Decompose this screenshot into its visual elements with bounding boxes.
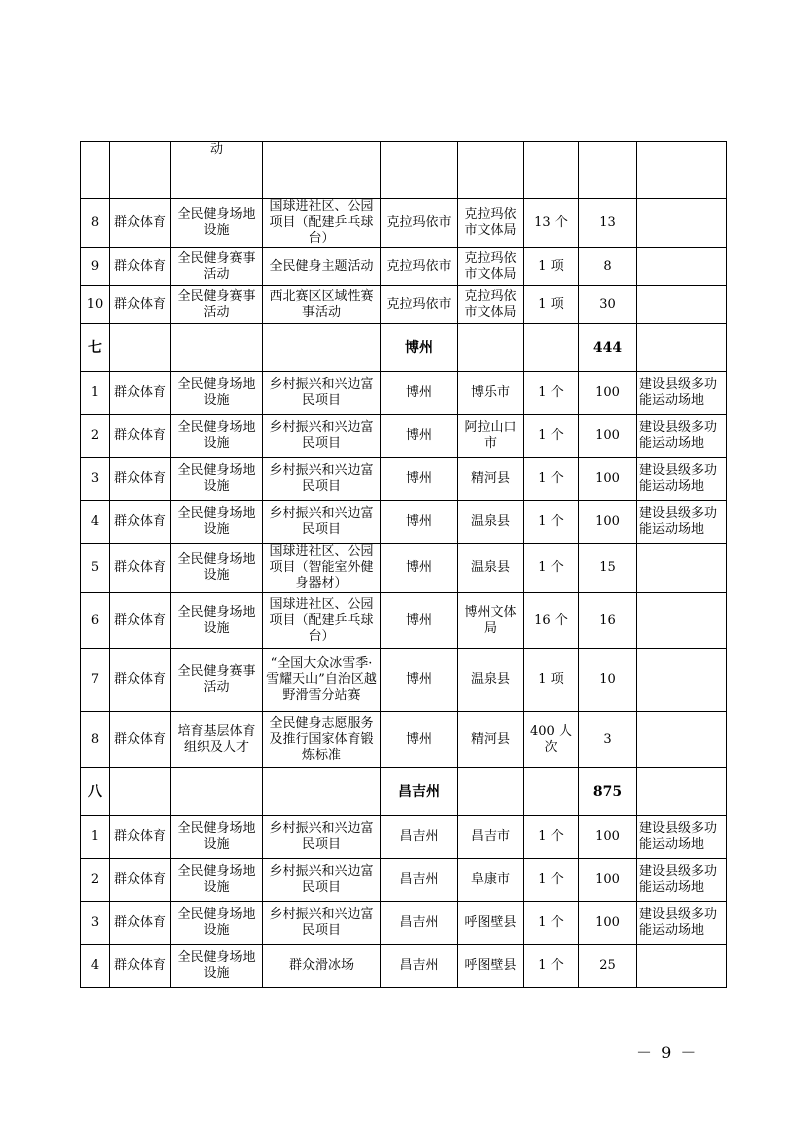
table-body [81, 142, 727, 988]
remark-cell [637, 199, 727, 248]
implementer-cell: 阿拉山口市 [458, 415, 524, 458]
remark-cell [637, 945, 727, 988]
quantity-cell: 13 个 [524, 199, 579, 248]
region-cell: 博州 [381, 649, 458, 712]
region-cell: 昌吉州 [381, 768, 458, 816]
implementer-cell [458, 142, 524, 199]
remark-cell [637, 712, 727, 768]
project-name-cell: 乡村振兴和兴边富民项目 [263, 372, 381, 415]
implementer-cell: 温泉县 [458, 501, 524, 544]
amount-cell: 16 [579, 593, 637, 649]
project-name-cell [263, 768, 381, 816]
quantity-cell: 1 个 [524, 458, 579, 501]
region-cell: 昌吉州 [381, 859, 458, 902]
region-cell: 博州 [381, 712, 458, 768]
region-cell: 昌吉州 [381, 902, 458, 945]
implementer-cell: 昌吉市 [458, 816, 524, 859]
project-type-cell: 全民健身场地设施 [171, 859, 263, 902]
seq-no-cell [81, 142, 110, 199]
implementer-cell: 温泉县 [458, 544, 524, 593]
category-cell [110, 324, 171, 372]
implementer-cell [458, 768, 524, 816]
project-type-cell: 全民健身场地设施 [171, 415, 263, 458]
region-cell: 博州 [381, 372, 458, 415]
seq-no-cell: 2 [81, 415, 110, 458]
project-name-cell: 国球进社区、公园项目（智能室外健身器材） [263, 544, 381, 593]
project-name-cell [263, 142, 381, 199]
seq-no-cell: 5 [81, 544, 110, 593]
category-cell: 群众体育 [110, 199, 171, 248]
implementer-cell: 阜康市 [458, 859, 524, 902]
remark-cell: 建设县级多功能运动场地 [637, 902, 727, 945]
amount-cell: 100 [579, 902, 637, 945]
remark-cell: 建设县级多功能运动场地 [637, 816, 727, 859]
table-row [81, 593, 727, 649]
project-type-cell: 全民健身赛事活动 [171, 286, 263, 324]
table-row [81, 501, 727, 544]
quantity-cell: 1 项 [524, 248, 579, 286]
table-row [81, 544, 727, 593]
table-row [81, 945, 727, 988]
implementer-cell: 精河县 [458, 712, 524, 768]
region-cell: 克拉玛依市 [381, 199, 458, 248]
project-name-cell: 群众滑冰场 [263, 945, 381, 988]
project-name-cell: 国球进社区、公园项目（配建乒乓球台） [263, 593, 381, 649]
implementer-cell: 克拉玛依市文体局 [458, 199, 524, 248]
implementer-cell: 呼图壁县 [458, 945, 524, 988]
table-row [81, 372, 727, 415]
amount-cell: 13 [579, 199, 637, 248]
remark-cell [637, 649, 727, 712]
seq-no-cell: 8 [81, 199, 110, 248]
remark-cell [637, 593, 727, 649]
seq-no-cell: 8 [81, 712, 110, 768]
project-type-cell: 全民健身赛事活动 [171, 248, 263, 286]
project-type-cell: 动 [171, 142, 263, 199]
region-cell: 克拉玛依市 [381, 286, 458, 324]
amount-cell: 30 [579, 286, 637, 324]
table-row [81, 712, 727, 768]
amount-cell: 100 [579, 816, 637, 859]
seq-no-cell: 9 [81, 248, 110, 286]
amount-cell: 444 [579, 324, 637, 372]
project-type-cell: 全民健身场地设施 [171, 372, 263, 415]
implementer-cell: 博州文体局 [458, 593, 524, 649]
project-type-cell: 全民健身场地设施 [171, 593, 263, 649]
group-row [81, 768, 727, 816]
table-row [81, 415, 727, 458]
project-type-cell: 全民健身场地设施 [171, 458, 263, 501]
table-row [81, 199, 727, 248]
table-row [81, 248, 727, 286]
region-cell: 博州 [381, 501, 458, 544]
remark-cell [637, 248, 727, 286]
project-name-cell: 全民健身主题活动 [263, 248, 381, 286]
project-type-cell: 全民健身场地设施 [171, 199, 263, 248]
quantity-cell: 1 个 [524, 945, 579, 988]
category-cell: 群众体育 [110, 501, 171, 544]
category-cell: 群众体育 [110, 593, 171, 649]
amount-cell: 100 [579, 458, 637, 501]
project-type-cell: 全民健身场地设施 [171, 544, 263, 593]
quantity-cell [524, 768, 579, 816]
project-type-cell [171, 768, 263, 816]
project-type-cell: 全民健身场地设施 [171, 945, 263, 988]
region-cell: 博州 [381, 458, 458, 501]
category-cell: 群众体育 [110, 286, 171, 324]
remark-cell: 建设县级多功能运动场地 [637, 501, 727, 544]
remark-cell [637, 286, 727, 324]
seq-no-cell: 4 [81, 501, 110, 544]
project-name-cell [263, 324, 381, 372]
region-cell: 博州 [381, 544, 458, 593]
remark-cell [637, 768, 727, 816]
project-type-cell [171, 324, 263, 372]
category-cell: 群众体育 [110, 649, 171, 712]
project-type-cell: 全民健身场地设施 [171, 902, 263, 945]
quantity-cell: 400 人次 [524, 712, 579, 768]
category-cell: 群众体育 [110, 816, 171, 859]
quantity-cell: 1 项 [524, 286, 579, 324]
seq-no-cell: 1 [81, 816, 110, 859]
region-cell: 昌吉州 [381, 816, 458, 859]
region-cell: 克拉玛依市 [381, 248, 458, 286]
region-cell: 博州 [381, 324, 458, 372]
table-row [81, 142, 727, 199]
category-cell: 群众体育 [110, 544, 171, 593]
project-name-cell: 全民健身志愿服务及推行国家体育锻炼标准 [263, 712, 381, 768]
project-type-cell: 培育基层体育组织及人才 [171, 712, 263, 768]
project-name-cell: 乡村振兴和兴边富民项目 [263, 501, 381, 544]
table-row [81, 649, 727, 712]
table-row [81, 286, 727, 324]
seq-no-cell: 3 [81, 902, 110, 945]
project-name-cell: 乡村振兴和兴边富民项目 [263, 458, 381, 501]
seq-no-cell: 7 [81, 649, 110, 712]
project-type-cell: 全民健身场地设施 [171, 501, 263, 544]
remark-cell: 建设县级多功能运动场地 [637, 859, 727, 902]
quantity-cell [524, 142, 579, 199]
implementer-cell [458, 324, 524, 372]
implementer-cell: 克拉玛依市文体局 [458, 286, 524, 324]
implementer-cell: 博乐市 [458, 372, 524, 415]
project-name-cell: 西北赛区区域性赛事活动 [263, 286, 381, 324]
implementer-cell: 温泉县 [458, 649, 524, 712]
seq-no-cell: 八 [81, 768, 110, 816]
seq-no-cell: 2 [81, 859, 110, 902]
project-name-cell: 乡村振兴和兴边富民项目 [263, 816, 381, 859]
quantity-cell: 1 个 [524, 372, 579, 415]
amount-cell: 875 [579, 768, 637, 816]
project-table [80, 141, 727, 988]
quantity-cell: 1 项 [524, 649, 579, 712]
quantity-cell: 1 个 [524, 544, 579, 593]
remark-cell: 建设县级多功能运动场地 [637, 372, 727, 415]
quantity-cell: 1 个 [524, 816, 579, 859]
amount-cell: 100 [579, 501, 637, 544]
amount-cell: 25 [579, 945, 637, 988]
table-row [81, 816, 727, 859]
seq-no-cell: 3 [81, 458, 110, 501]
amount-cell: 15 [579, 544, 637, 593]
remark-cell: 建设县级多功能运动场地 [637, 458, 727, 501]
table-row [81, 902, 727, 945]
project-type-cell: 全民健身场地设施 [171, 816, 263, 859]
category-cell: 群众体育 [110, 945, 171, 988]
quantity-cell: 1 个 [524, 501, 579, 544]
quantity-cell: 1 个 [524, 415, 579, 458]
project-name-cell: 乡村振兴和兴边富民项目 [263, 415, 381, 458]
region-cell: 博州 [381, 415, 458, 458]
category-cell [110, 768, 171, 816]
amount-cell: 100 [579, 372, 637, 415]
category-cell: 群众体育 [110, 859, 171, 902]
table-row [81, 458, 727, 501]
group-row [81, 324, 727, 372]
category-cell: 群众体育 [110, 902, 171, 945]
table-row [81, 859, 727, 902]
quantity-cell [524, 324, 579, 372]
seq-no-cell: 4 [81, 945, 110, 988]
project-type-cell: 全民健身赛事活动 [171, 649, 263, 712]
seq-no-cell: 6 [81, 593, 110, 649]
seq-no-cell: 七 [81, 324, 110, 372]
remark-cell [637, 142, 727, 199]
amount-cell: 10 [579, 649, 637, 712]
amount-cell [579, 142, 637, 199]
amount-cell: 8 [579, 248, 637, 286]
region-cell [381, 142, 458, 199]
amount-cell: 3 [579, 712, 637, 768]
project-name-cell: 乡村振兴和兴边富民项目 [263, 859, 381, 902]
implementer-cell: 克拉玛依市文体局 [458, 248, 524, 286]
remark-cell [637, 324, 727, 372]
seq-no-cell: 1 [81, 372, 110, 415]
amount-cell: 100 [579, 859, 637, 902]
quantity-cell: 16 个 [524, 593, 579, 649]
project-name-cell: “全国大众冰雪季·雪耀天山”自治区越野滑雪分站赛 [263, 649, 381, 712]
page-number: － 9 － [636, 1043, 699, 1062]
region-cell: 博州 [381, 593, 458, 649]
implementer-cell: 呼图壁县 [458, 902, 524, 945]
category-cell: 群众体育 [110, 372, 171, 415]
project-name-cell: 乡村振兴和兴边富民项目 [263, 902, 381, 945]
quantity-cell: 1 个 [524, 859, 579, 902]
category-cell: 群众体育 [110, 712, 171, 768]
remark-cell [637, 544, 727, 593]
category-cell: 群众体育 [110, 415, 171, 458]
region-cell: 昌吉州 [381, 945, 458, 988]
seq-no-cell: 10 [81, 286, 110, 324]
amount-cell: 100 [579, 415, 637, 458]
category-cell [110, 142, 171, 199]
quantity-cell: 1 个 [524, 902, 579, 945]
category-cell: 群众体育 [110, 248, 171, 286]
category-cell: 群众体育 [110, 458, 171, 501]
remark-cell: 建设县级多功能运动场地 [637, 415, 727, 458]
project-name-cell: 国球进社区、公园项目（配建乒乓球台） [263, 199, 381, 248]
implementer-cell: 精河县 [458, 458, 524, 501]
